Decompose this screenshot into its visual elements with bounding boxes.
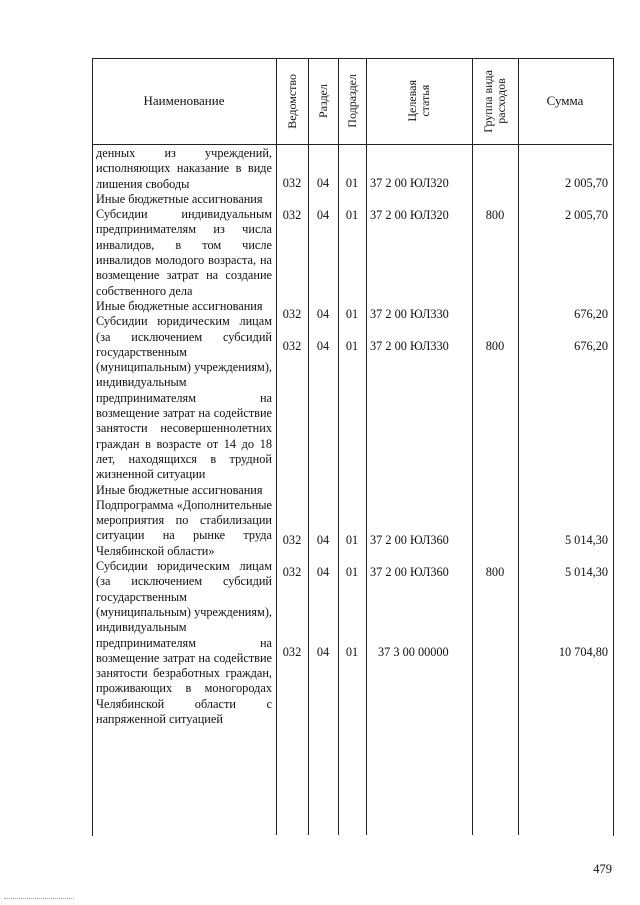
row-subsection: 01 bbox=[345, 645, 359, 659]
row-department: 032 bbox=[282, 565, 302, 579]
header-target-article: Целевая статья bbox=[405, 80, 432, 122]
row-section: 04 bbox=[316, 176, 330, 190]
header-subsection: Подраздел bbox=[344, 74, 359, 128]
row-sum: 5 014,30 bbox=[564, 565, 608, 579]
row-target: 37 2 00 ЮЛ320 bbox=[370, 208, 449, 222]
column-divider bbox=[276, 58, 277, 835]
row-department: 032 bbox=[282, 208, 302, 222]
row-group: 800 bbox=[485, 208, 505, 222]
footer-divider bbox=[4, 898, 74, 899]
row-group: 800 bbox=[485, 339, 505, 353]
header-department: Ведомство bbox=[284, 73, 299, 129]
row-target: 37 2 00 ЮЛ360 bbox=[370, 565, 449, 579]
column-divider bbox=[338, 58, 339, 835]
row-target: 37 2 00 ЮЛ320 bbox=[370, 176, 449, 190]
row-department: 032 bbox=[282, 339, 302, 353]
header-sum: Сумма bbox=[546, 93, 584, 108]
row-section: 04 bbox=[316, 645, 330, 659]
row-sum: 676,20 bbox=[574, 339, 608, 353]
header-section: Раздел bbox=[315, 84, 330, 118]
row-section: 04 bbox=[316, 307, 330, 321]
row-name: Иные бюджетные ассигнования bbox=[96, 191, 263, 206]
row-sum: 5 014,30 bbox=[564, 533, 608, 547]
row-target: 37 2 00 ЮЛ330 bbox=[370, 339, 449, 353]
row-name: Подпрограмма «Дополнительные мероприятия по стабилизации ситуации на рынке труда Челябинской области» bbox=[96, 497, 272, 558]
row-name: Субсидии юридическим лицам (за исключением субсидий государственным (муниципальным) учреждениям), индивидуальным предпринимателям на возмещение затрат на содействие занятости несовершеннолетних граждан в возрасте от 14 до 18 лет, находящихся в трудной жизненной ситуации bbox=[96, 314, 272, 482]
row-subsection: 01 bbox=[345, 533, 359, 547]
row-section: 04 bbox=[316, 533, 330, 547]
name-column bbox=[96, 146, 272, 727]
row-group: 800 bbox=[485, 565, 505, 579]
row-department: 032 bbox=[282, 533, 302, 547]
row-subsection: 01 bbox=[345, 565, 359, 579]
row-section: 04 bbox=[316, 339, 330, 353]
row-sum: 2 005,70 bbox=[564, 208, 608, 222]
row-subsection: 01 bbox=[345, 307, 359, 321]
row-name: денных из учреждений, исполняющих наказание в виде лишения свободы bbox=[96, 146, 272, 191]
row-section: 04 bbox=[316, 208, 330, 222]
row-department: 032 bbox=[282, 176, 302, 190]
row-name: Иные бюджетные ассигнования bbox=[96, 482, 263, 497]
page-number: 479 bbox=[593, 862, 612, 876]
header-expense-group: Группа вида расходов bbox=[481, 69, 508, 133]
row-target: 37 2 00 ЮЛ360 bbox=[370, 533, 449, 547]
row-department: 032 bbox=[282, 645, 302, 659]
column-divider bbox=[366, 58, 367, 835]
row-name: Субсидии юридическим лицам (за исключением субсидий государственным (муниципальным) учреждениям), индивидуальным предпринимателям на возмещение затрат на содействие занятости безработных граждан, проживающих в моногородах Челябинской области с напряженной ситуацией bbox=[96, 559, 272, 726]
row-sum: 676,20 bbox=[574, 307, 608, 321]
row-subsection: 01 bbox=[345, 208, 359, 222]
row-name: Иные бюджетные ассигнования bbox=[96, 298, 263, 313]
column-divider bbox=[472, 58, 473, 835]
row-name: Субсидии индивидуальным предпринимателям из числа инвалидов, в том числе инвалидов молодого возраста, на возмещение затрат на создание собственного дела bbox=[96, 207, 272, 298]
header-name: Наименование bbox=[143, 93, 225, 108]
row-subsection: 01 bbox=[345, 339, 359, 353]
column-divider bbox=[518, 58, 519, 835]
column-divider bbox=[308, 58, 309, 835]
row-target: 37 2 00 ЮЛ330 bbox=[370, 307, 449, 321]
header-divider bbox=[92, 144, 612, 145]
row-sum: 2 005,70 bbox=[564, 176, 608, 190]
row-subsection: 01 bbox=[345, 176, 359, 190]
row-section: 04 bbox=[316, 565, 330, 579]
row-department: 032 bbox=[282, 307, 302, 321]
row-target: 37 3 00 00000 bbox=[378, 645, 449, 659]
row-sum: 10 704,80 bbox=[558, 645, 608, 659]
